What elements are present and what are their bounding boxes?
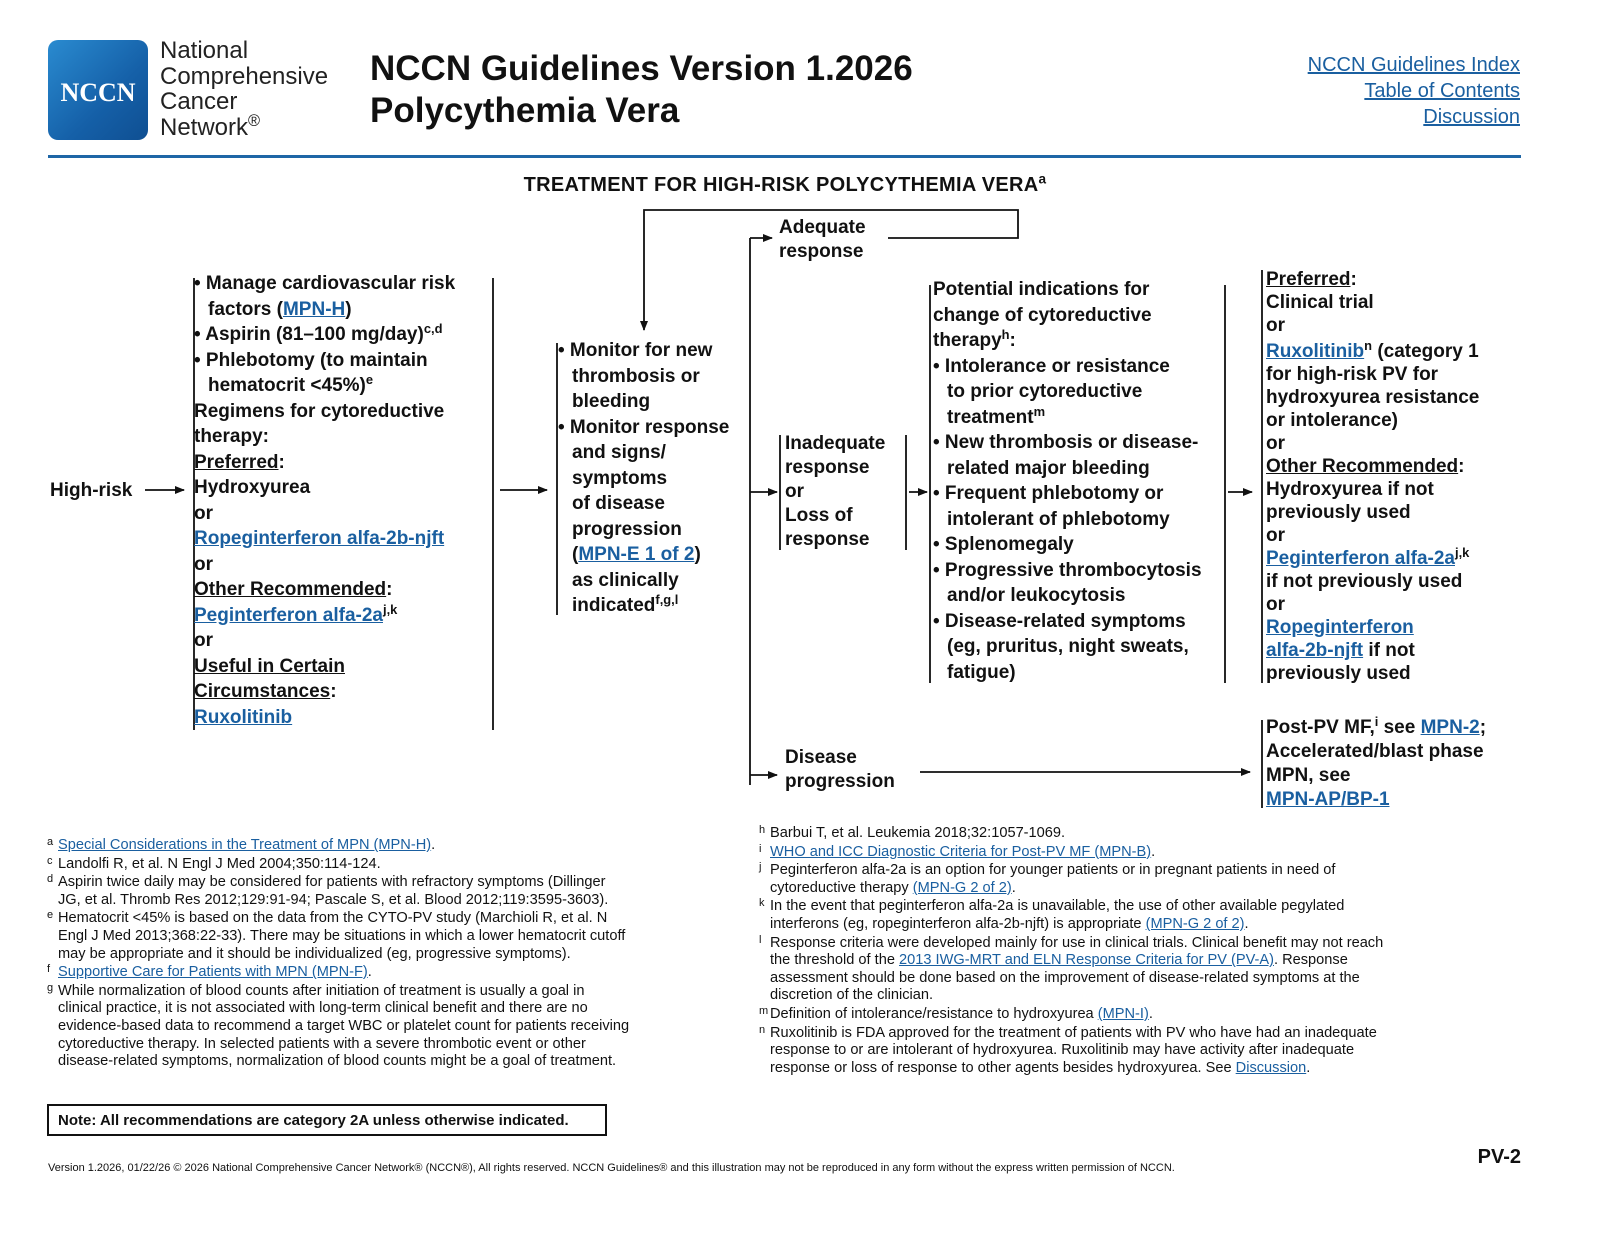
or-text: or [1266,315,1285,336]
text: . [1151,843,1156,860]
text: if not [1363,640,1415,661]
footnote-ref: f,g,l [655,591,679,607]
option-hydroxyurea: Hydroxyurea [194,477,311,498]
text: Inadequate [785,433,886,454]
text: (category 1 [1372,341,1479,362]
footnote-j-link[interactable]: (MPN-G 2 of 2) [912,879,1012,896]
discussion-link[interactable]: Discussion [1423,106,1520,128]
text: response [779,241,864,262]
bullet-phlebotomy-freq: • Frequent phlebotomy or [933,483,1164,504]
text: Peginterferon alfa-2a is an option for younger patients or in pregnant patients in need of [770,862,1336,879]
text: Disease [785,747,857,768]
text: clinical practice, it is not associated with long-term clinical benefit and there are no [58,1000,588,1017]
peginterferon-link[interactable]: Peginterferon alfa-2a [1266,548,1455,569]
footnote-l [759,935,1549,1005]
preferred-label: Preferred [194,451,279,473]
text: to prior cytoreductive [947,381,1143,402]
text: therapy [933,330,1002,351]
footnote-f-link[interactable]: Supportive Care for Patients with MPN (MPN-F) [58,964,368,981]
text: hydroxyurea resistance [1266,387,1480,408]
adequate-response-box [779,216,866,264]
footnote-e [47,910,747,963]
regimens-label: Regimens for cytoreductive [194,400,445,422]
text: response to or are intolerant of hydroxyurea. Ruxolitinib may have activity after inadequate [770,1042,1355,1059]
footnote-mark: l [759,933,762,946]
or-text: or [1266,525,1285,546]
heading-text: TREATMENT FOR HIGH-RISK POLYCYTHEMIA VERA [523,174,1039,196]
org-line: Comprehensive [160,62,329,90]
preferred-label: Preferred [1266,269,1351,290]
text: Engl J Med 2013;368:22-33). There may be situations in which a lower hematocrit cutoff [58,927,626,944]
footnote-i [759,844,1549,862]
bullet-symptoms: • Disease-related symptoms [933,610,1186,632]
text: cytoreductive therapy. In selected patients with a severe thrombotic event or other [58,1035,586,1052]
text: assessment should be done based on the improvement of disease-related symptoms at the [770,969,1360,986]
text: treatment [947,406,1034,428]
text: interferons (eg, ropeginterferon alfa-2b-njft) is appropriate [770,915,1146,932]
footnote-h [759,825,1549,843]
footnote-d [47,874,747,909]
footnote-m [759,1006,1549,1024]
text: previously used [1266,663,1411,684]
footnote-g [47,983,747,1071]
or-text: or [194,553,213,575]
text: bleeding [572,391,651,412]
text: : [1009,330,1016,351]
footnote-mark: f [47,963,51,976]
text: symptoms [572,467,668,489]
text: thrombosis or [572,365,700,387]
text: response or loss of response to other agents besides hydroxyurea. See [770,1059,1236,1076]
footnote-j [759,862,1549,897]
footnote-mark: a [47,836,54,848]
text: and signs/ [572,442,666,463]
text: . [1244,915,1249,932]
text: the threshold of the [770,952,899,969]
footnote-ref: n [1364,337,1373,353]
ruxolitinib-link[interactable]: Ruxolitinib [194,706,293,728]
bullet-phlebotomy: • Phlebotomy (to maintain [194,349,428,371]
text: Response criteria were developed mainly for use in clinical trials. Clinical benefit may not reach [770,934,1384,951]
option-clinical-trial: Clinical trial [1266,292,1374,313]
footnote-ref: a [1038,171,1047,187]
text: fatigue) [947,661,1016,683]
bullet-aspirin: • Aspirin (81–100 mg/day) [194,324,424,345]
footnote-ref: j,k [383,601,398,617]
text: . [1148,1005,1153,1022]
text: ; [1479,717,1487,738]
footnote-ref: j,k [1455,544,1470,560]
ropeginterferon-link[interactable]: alfa-2b-njft [1266,640,1364,661]
text: In the event that peginterferon alfa-2a is unavailable, the use of other available pegylated [770,898,1345,915]
footnote-mark: m [759,1004,769,1017]
title-disease: Polycythemia Vera [370,91,680,130]
footnote-i-link[interactable]: WHO and ICC Diagnostic Criteria for Post-PV MF (MPN-B) [770,843,1152,860]
footnote-ref: h [1001,326,1010,342]
text: : [330,681,337,702]
text: or [785,481,804,502]
text: : [386,579,393,600]
text: progression [572,518,682,540]
text: (eg, pruritus, night sweats, [947,636,1189,657]
or-text: or [1266,594,1285,615]
text: . [367,964,372,981]
text: Hematocrit <45% is based on the data from the CYTO-PV study (Marchioli R, et al. N [58,910,608,927]
footnote-mark: n [759,1023,766,1036]
mpn-2-link[interactable]: MPN-2 [1420,717,1480,738]
text: as clinically [572,569,679,591]
footnote-mark: e [47,909,54,922]
logo-mark: NCCN [60,78,136,107]
text: : [278,451,285,473]
text: Potential indications for [933,279,1150,300]
text: or intolerance) [1266,410,1398,431]
footnote-ref: e [365,371,374,387]
footnote-ref: c,d [423,320,443,336]
text: Landolfi R, et al. N Engl J Med 2004;350:114-124. [58,855,381,872]
footnote-mark: i [759,842,762,855]
org-line: Cancer [160,88,238,115]
text: and/or leukocytosis [947,585,1126,606]
category-note: Note: All recommendations are category 2A unless otherwise indicated. [47,1104,607,1136]
other-recommended-label: Other Recommended [194,579,387,600]
text: evidence-based data to recommend a target WBC or platelet count for patients receiving [58,1017,630,1034]
text: previously used [1266,502,1411,523]
text: MPN, see [1266,765,1351,786]
text: may be appropriate and it should be individualized (eg, progressive symptoms). [58,945,571,962]
bullet-monitor-response: • Monitor response [558,416,730,438]
or-text: or [194,630,213,651]
bullet-splenomegaly: • Splenomegaly [933,534,1074,555]
text: progression [785,771,895,792]
copyright-notice: Version 1.2026, 01/22/26 © 2026 National Comprehensive Cancer Network® (NCCN®), All rights reserved. NCCN Guidelines® and this illustration may not be reproduced in any form without the express written permission of NCCN. [48,1162,1175,1174]
text: ( [572,544,579,565]
guidelines-index-link[interactable]: NCCN Guidelines Index [1307,54,1520,76]
text: response [785,529,870,550]
table-of-contents-link[interactable]: Table of Contents [1364,80,1520,102]
footnote-mark: h [759,824,766,836]
initial-treatment-box [194,271,494,730]
footnote-k [759,898,1549,933]
text: Aspirin twice daily may be considered for patients with refractory symptoms (Dillinger [58,874,606,891]
regimens-label: therapy: [194,426,269,447]
text: ) [694,544,701,565]
disease-progression-box [785,746,895,794]
text: if not previously used [1266,571,1463,592]
text: hematocrit <45%) [208,375,366,396]
footnote-m-link[interactable]: (MPN-I) [1097,1005,1149,1022]
other-recommended-label: Other Recommended [1266,456,1459,477]
page-id: PV-2 [1477,1146,1521,1168]
second-line-box [1266,268,1526,685]
bullet-thrombocytosis: • Progressive thrombocytosis [933,559,1202,581]
text: intolerant of phlebotomy [947,508,1170,530]
text: . Response [1273,952,1348,969]
footnote-mark: d [47,873,54,886]
text: change of cytoreductive [933,304,1152,326]
text: Loss of [785,505,853,526]
useful-label: Useful in Certain [194,655,345,677]
peginterferon-link[interactable]: Peginterferon alfa-2a [194,604,383,626]
footnote-ref: i [1374,713,1379,729]
text: Post-PV MF, [1266,717,1375,738]
title-version: NCCN Guidelines Version 1.2026 [370,49,913,88]
text: : [1458,456,1465,477]
ropeginterferon-link[interactable]: Ropeginterferon alfa-2b-njft [194,528,445,549]
high-risk-label: High-risk [50,480,133,501]
ropeginterferon-link[interactable]: Ropeginterferon [1266,617,1414,638]
or-text: or [1266,433,1285,454]
footnote-f [47,964,747,982]
bullet-intolerance: • Intolerance or resistance [933,355,1170,377]
text: indicated [572,595,656,616]
registered-mark: ® [248,111,261,130]
text: cytoreductive therapy [770,879,913,896]
text: Adequate [779,217,866,238]
footnote-mark: j [759,861,762,874]
text: discretion of the clinician. [770,987,934,1004]
footnote-mark: k [759,897,765,910]
mpn-h-link[interactable]: MPN-H [282,298,346,320]
footnote-k-link[interactable]: (MPN-G 2 of 2) [1145,915,1245,932]
footnote-l-link[interactable]: 2013 IWG-MRT and ELN Response Criteria for PV (PV-A) [899,952,1274,969]
text: factors ( [208,298,283,320]
footnote-c [47,856,747,874]
footnotes-right [759,825,1549,1078]
bullet-thrombosis: • New thrombosis or disease- [933,432,1199,453]
text: disease-related symptoms, normalization of blood counts might be a goal of treatment. [58,1053,617,1070]
footnote-mark: c [47,854,53,867]
bullet-monitor-thrombosis: • Monitor for new [558,340,713,361]
useful-label: Circumstances [194,681,331,702]
text: ) [345,298,352,320]
footnote-n-discussion-link[interactable]: Discussion [1235,1059,1307,1076]
footnotes-left [47,837,747,1072]
text: for high-risk PV for [1266,364,1439,385]
footnote-ref: m [1033,403,1046,419]
text: Barbui T, et al. Leukemia 2018;32:1057-1069. [770,825,1066,841]
text: . [431,837,436,853]
ruxolitinib-link[interactable]: Ruxolitinib [1266,341,1365,362]
text: of disease [572,493,665,514]
text: Definition of intolerance/resistance to hydroxyurea [770,1005,1098,1022]
footnote-n [759,1025,1549,1078]
indications-box [933,277,1228,685]
text: While normalization of blood counts after initiation of treatment is usually a goal in [58,982,585,999]
text: . [1011,879,1016,896]
post-pv-box [1266,713,1536,812]
org-line: National [160,37,249,64]
text: see [1378,717,1421,738]
bullet-cv-risk: • Manage cardiovascular risk [194,273,456,294]
text: Accelerated/blast phase [1266,741,1484,762]
text: . [1306,1059,1311,1076]
text: JG, et al. Thromb Res 2012;129:91-94; Pascale S, et al. Blood 2012;119:3595-3603). [58,891,609,908]
footnote-mark: g [47,981,54,994]
mpn-ap-bp-link[interactable]: MPN-AP/BP-1 [1266,789,1390,810]
monitor-box [558,338,750,619]
text: Ruxolitinib is FDA approved for the treatment of patients with PV who have had an inadequate [770,1024,1377,1041]
text: : [1350,269,1357,290]
mpn-e-link[interactable]: MPN-E 1 of 2 [578,544,695,565]
text: related major bleeding [947,457,1150,479]
inadequate-response-box [785,432,885,552]
text: response [785,457,870,478]
option-hydroxyurea: Hydroxyurea if not [1266,479,1434,500]
or-text: or [194,502,213,524]
footnote-a [47,837,747,855]
footnote-a-link[interactable]: Special Considerations in the Treatment of MPN (MPN-H) [58,837,432,853]
org-line: Network [160,113,249,141]
